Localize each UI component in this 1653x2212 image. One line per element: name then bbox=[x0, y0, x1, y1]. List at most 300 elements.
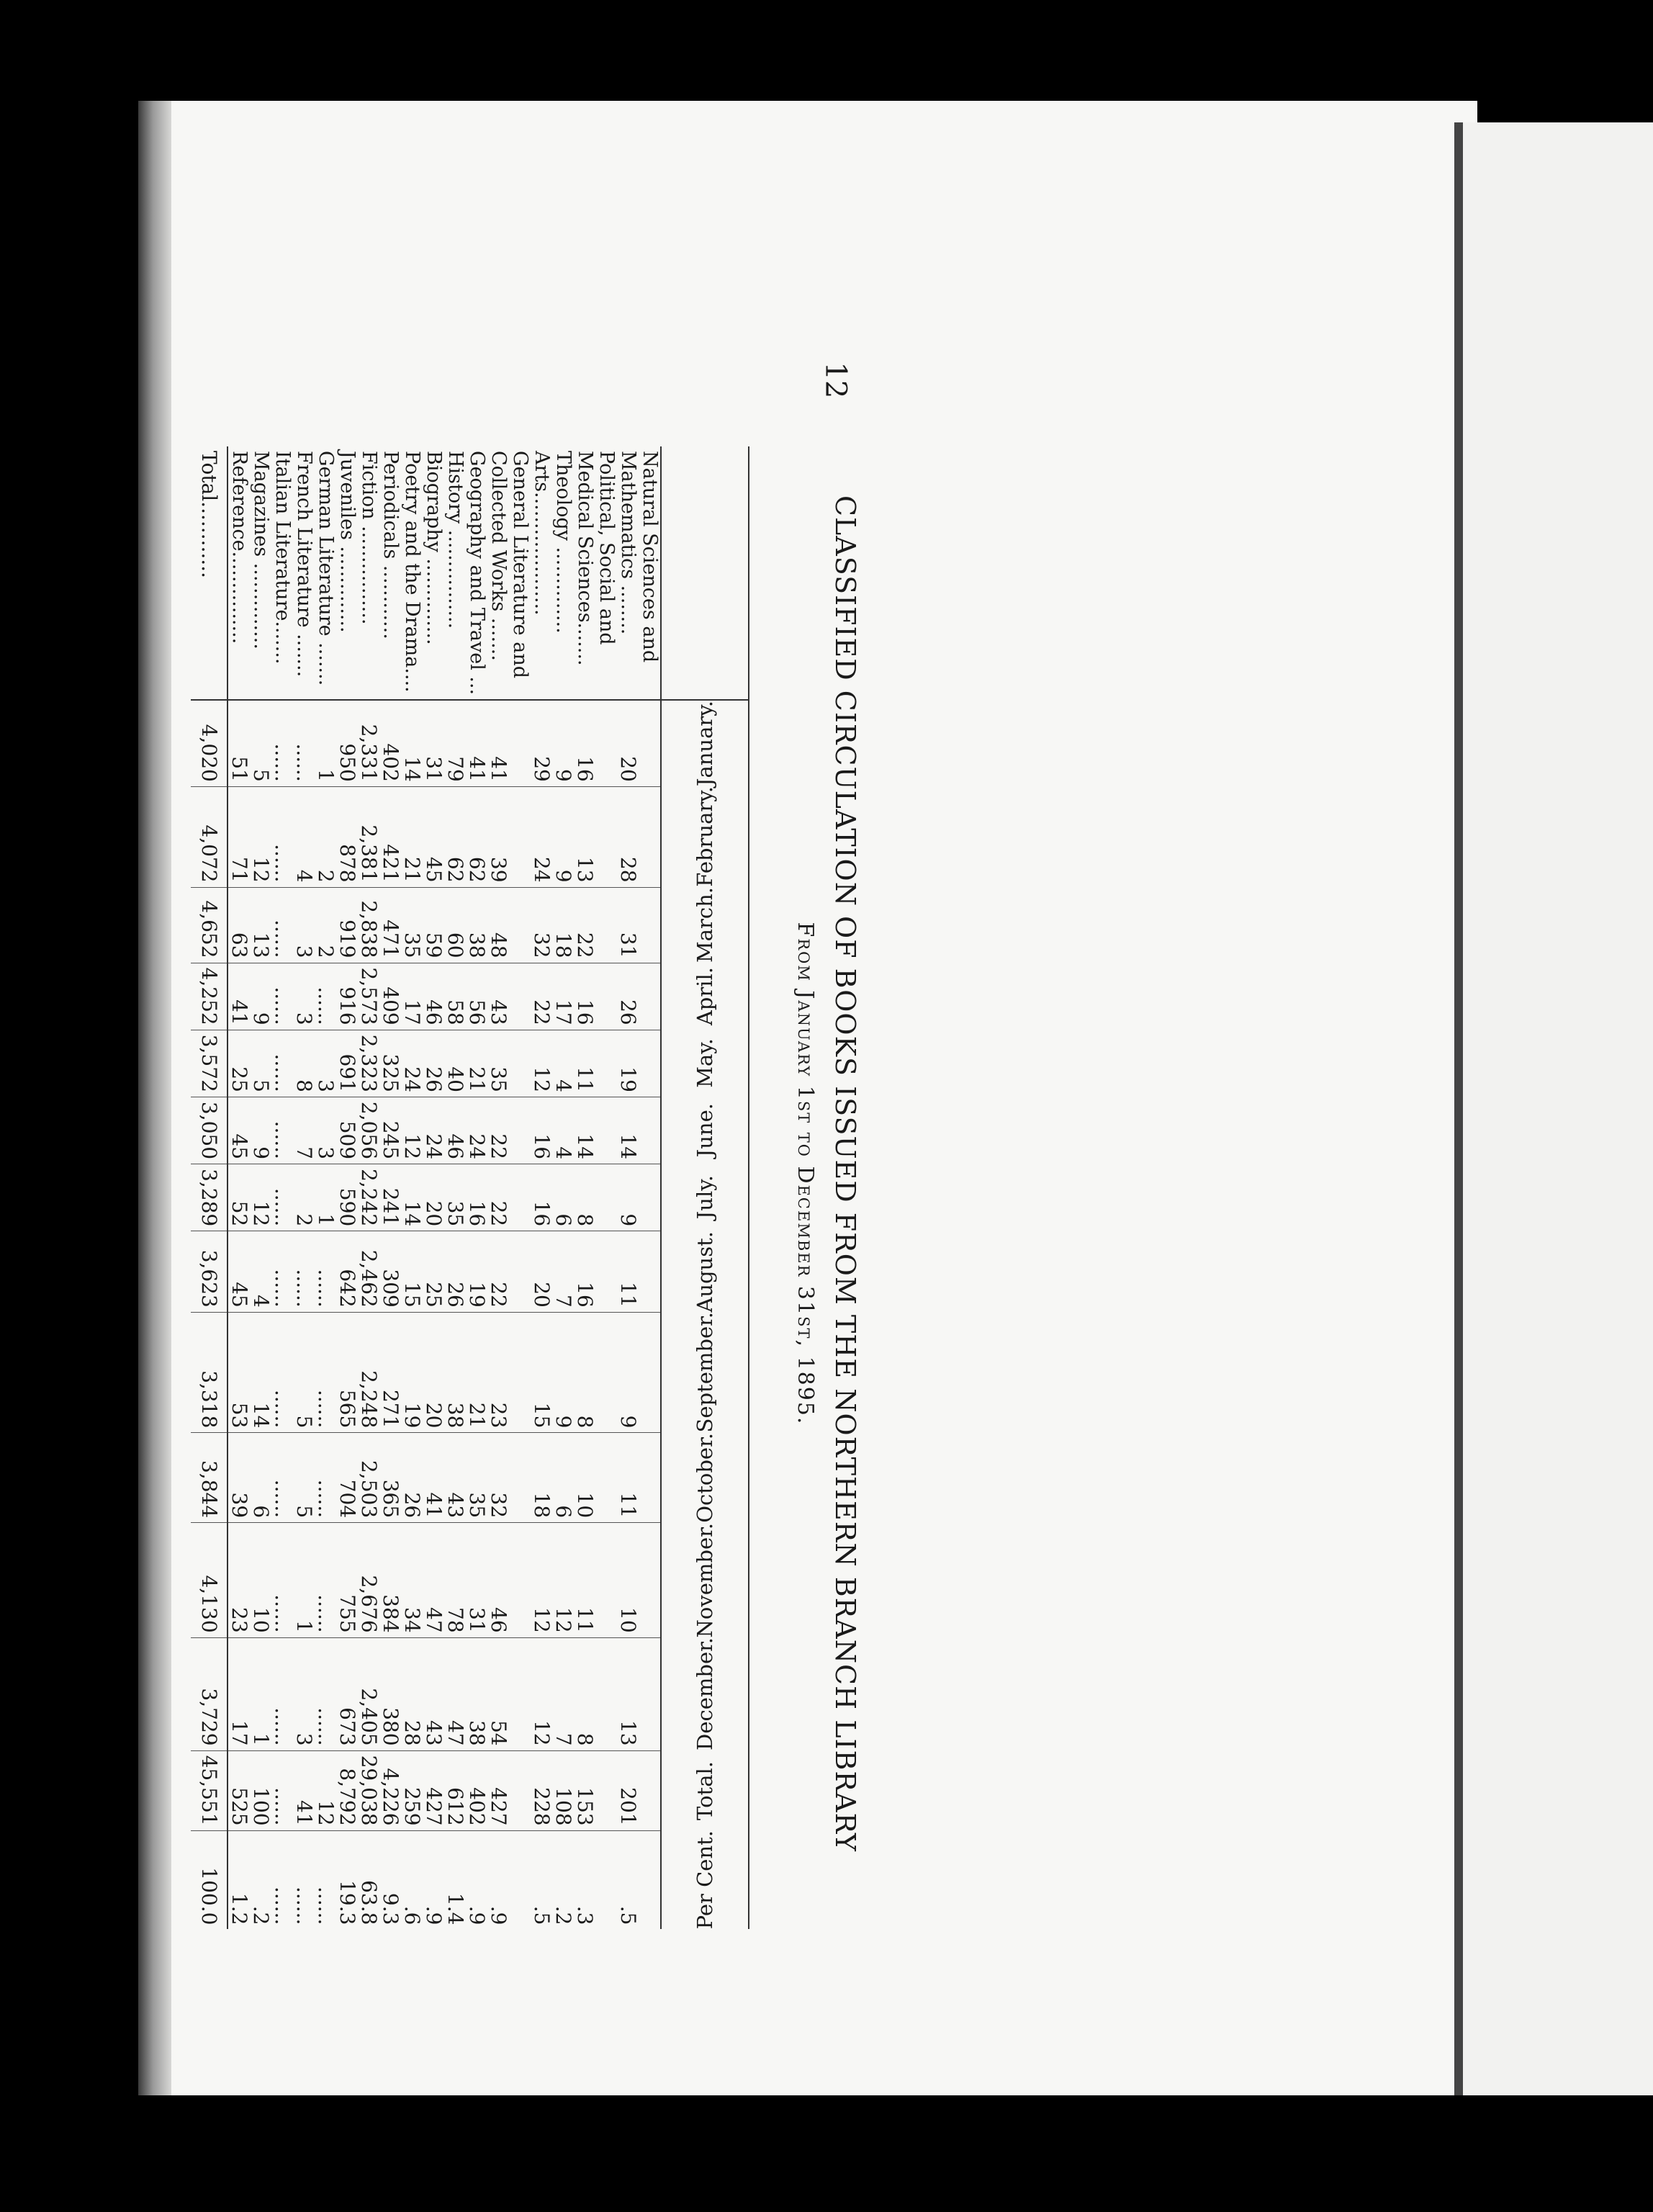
column-header-label: March. bbox=[693, 887, 717, 963]
table-cell: 9 bbox=[617, 1164, 639, 1231]
table-cell: 22 bbox=[574, 887, 595, 963]
table-cell: 26 bbox=[617, 963, 639, 1030]
table-cell: 7 bbox=[552, 1637, 574, 1750]
table-cell: .9 bbox=[422, 1905, 446, 1925]
table-cell: 2,323 bbox=[358, 1030, 379, 1097]
column-header bbox=[661, 1750, 749, 1830]
table-cell: ...... bbox=[271, 1887, 294, 1925]
table-cell: 79 bbox=[444, 700, 466, 786]
table-cell: 62 bbox=[466, 786, 487, 887]
table-cell: 12 bbox=[531, 1637, 552, 1750]
table-cell: 100.0 bbox=[191, 1830, 228, 1929]
table-cell: 12 bbox=[531, 1030, 552, 1097]
table-cell: 3 bbox=[293, 1637, 315, 1750]
table-cell: 201 bbox=[617, 1750, 639, 1830]
table-cell: 8,792 bbox=[336, 1750, 358, 1830]
table-cell: 29 bbox=[531, 700, 552, 786]
table-cell: .9 bbox=[465, 1905, 489, 1925]
table-cell: 35 bbox=[487, 1030, 509, 1097]
table-cell bbox=[595, 1097, 617, 1164]
table-cell: 45 bbox=[228, 1231, 250, 1313]
table-cell: 32 bbox=[531, 887, 552, 963]
table-cell: 47 bbox=[423, 1523, 444, 1638]
table-cell: 46 bbox=[444, 1097, 466, 1164]
row-label: Political, Social and bbox=[595, 446, 617, 700]
table-cell: 24 bbox=[401, 1030, 423, 1097]
table-cell: 31 bbox=[466, 1523, 487, 1638]
table-cell: 2,838 bbox=[358, 887, 379, 963]
table-row bbox=[531, 446, 552, 1929]
table-cell: 4,130 bbox=[191, 1523, 228, 1638]
table-cell: 9 bbox=[617, 1312, 639, 1433]
table-cell: ...... bbox=[315, 1523, 336, 1638]
table-cell: 509 bbox=[336, 1097, 358, 1164]
table-cell: 23 bbox=[487, 1312, 509, 1433]
table-cell bbox=[595, 700, 617, 786]
table-cell: 228 bbox=[531, 1750, 552, 1830]
table-cell: 26 bbox=[423, 1030, 444, 1097]
table-cell: 11 bbox=[617, 1433, 639, 1523]
table-cell: 47 bbox=[444, 1637, 466, 1750]
table-cell: 380 bbox=[379, 1637, 401, 1750]
table-cell: 38 bbox=[466, 887, 487, 963]
table-cell: 35 bbox=[401, 887, 423, 963]
table-cell: 24 bbox=[466, 1097, 487, 1164]
table-body bbox=[191, 446, 661, 1929]
table-cell bbox=[509, 1231, 531, 1313]
total-row bbox=[191, 446, 228, 1929]
table-cell: 5 bbox=[293, 1433, 315, 1523]
table-cell: 48 bbox=[487, 887, 509, 963]
table-cell: 60 bbox=[444, 887, 466, 963]
table-cell: 100 bbox=[250, 1750, 271, 1830]
table-cell: ...... bbox=[271, 1030, 293, 1097]
table-cell: 9 bbox=[552, 1312, 574, 1433]
table-cell: 245 bbox=[379, 1097, 401, 1164]
table-cell: 21 bbox=[466, 1312, 487, 1433]
table-cell: ...... bbox=[271, 1637, 293, 1750]
table-cell: 2 bbox=[315, 887, 336, 963]
table-row bbox=[574, 446, 595, 1929]
table-cell bbox=[509, 1312, 531, 1433]
table-cell: 12 bbox=[401, 1097, 423, 1164]
table-cell: 12 bbox=[250, 786, 271, 887]
table-cell: 16 bbox=[574, 1231, 595, 1313]
table-cell: 309 bbox=[379, 1231, 401, 1313]
table-cell bbox=[595, 1312, 617, 1433]
table-cell: 31 bbox=[423, 700, 444, 786]
table-cell: 3 bbox=[315, 1097, 336, 1164]
table-cell: 950 bbox=[336, 700, 358, 786]
table-cell: 39 bbox=[487, 786, 509, 887]
table-cell bbox=[639, 1433, 661, 1523]
table-cell: 11 bbox=[574, 1523, 595, 1638]
table-cell: 421 bbox=[379, 786, 401, 887]
table-cell: 2,056 bbox=[358, 1097, 379, 1164]
table-row bbox=[315, 446, 336, 1929]
table-cell: 565 bbox=[336, 1312, 358, 1433]
table-cell: 56 bbox=[466, 963, 487, 1030]
table-cell bbox=[595, 887, 617, 963]
table-cell: 32 bbox=[487, 1433, 509, 1523]
table-subtitle: From January 1st to December 31st, 1895. bbox=[793, 922, 818, 1426]
table-cell: 2,381 bbox=[358, 786, 379, 887]
table-cell: ...... bbox=[271, 963, 293, 1030]
table-cell: 13 bbox=[250, 887, 271, 963]
table-cell: 40 bbox=[444, 1030, 466, 1097]
table-row bbox=[250, 446, 271, 1929]
table-cell bbox=[509, 887, 531, 963]
table-cell: ...... bbox=[271, 786, 293, 887]
table-cell: 259 bbox=[401, 1750, 423, 1830]
table-cell: 20 bbox=[423, 1164, 444, 1231]
table-cell: ...... bbox=[271, 700, 293, 786]
table-cell: 16 bbox=[466, 1164, 487, 1231]
column-header bbox=[661, 963, 749, 1030]
table-cell: 41 bbox=[423, 1433, 444, 1523]
table-cell: 12 bbox=[531, 1523, 552, 1638]
table-cell: 28 bbox=[401, 1637, 423, 1750]
table-cell bbox=[595, 1030, 617, 1097]
table-cell: 241 bbox=[379, 1164, 401, 1231]
table-cell bbox=[639, 1097, 661, 1164]
table-cell: 6 bbox=[552, 1164, 574, 1231]
column-header-label: November. bbox=[693, 1522, 717, 1638]
table-cell: .3 bbox=[573, 1905, 597, 1925]
facing-page bbox=[1463, 122, 1653, 2095]
table-cell: .2 bbox=[551, 1905, 575, 1925]
table-cell: 41 bbox=[228, 963, 250, 1030]
table-cell bbox=[509, 1830, 531, 1929]
table-cell: 1.4 bbox=[443, 1892, 467, 1925]
table-cell: 1 bbox=[293, 1523, 315, 1638]
table-cell: 1 bbox=[315, 700, 336, 786]
table-cell: 45 bbox=[228, 1097, 250, 1164]
row-label: Medical Sciences....... bbox=[574, 446, 595, 700]
table-cell: 45,551 bbox=[191, 1750, 228, 1830]
table-cell: 7 bbox=[293, 1097, 315, 1164]
table-cell bbox=[595, 1830, 617, 1929]
table-row bbox=[271, 446, 293, 1929]
facing-page-edge bbox=[1454, 122, 1463, 2095]
table-cell: 673 bbox=[336, 1637, 358, 1750]
table-cell: 9 bbox=[250, 1097, 271, 1164]
table-row bbox=[509, 446, 531, 1929]
table-cell: 2,503 bbox=[358, 1433, 379, 1523]
table-cell: 4,226 bbox=[379, 1750, 401, 1830]
table-cell: 43 bbox=[444, 1433, 466, 1523]
table-cell: 19 bbox=[401, 1312, 423, 1433]
row-label: Total............ bbox=[191, 446, 228, 700]
table-cell: 525 bbox=[228, 1750, 250, 1830]
row-label: Biography .............. bbox=[423, 446, 444, 700]
table-cell: 878 bbox=[336, 786, 358, 887]
table-cell: 9 bbox=[552, 786, 574, 887]
table-cell bbox=[509, 1433, 531, 1523]
table-cell bbox=[595, 1637, 617, 1750]
table-cell bbox=[509, 1637, 531, 1750]
table-cell: 35 bbox=[444, 1164, 466, 1231]
column-header-label: October. bbox=[693, 1432, 717, 1523]
row-label: History ................ bbox=[444, 446, 466, 700]
table-cell: 20 bbox=[617, 700, 639, 786]
table-cell: 12 bbox=[552, 1523, 574, 1638]
table-cell: 10 bbox=[617, 1523, 639, 1638]
table-cell: 20 bbox=[531, 1231, 552, 1313]
table-cell: ...... bbox=[271, 1231, 293, 1313]
table-cell: ...... bbox=[271, 887, 293, 963]
table-cell: 41 bbox=[293, 1750, 315, 1830]
table-cell: 2 bbox=[315, 786, 336, 887]
table-cell: 427 bbox=[487, 1750, 509, 1830]
column-header bbox=[661, 1097, 749, 1164]
column-header-label: December. bbox=[693, 1637, 717, 1751]
table-cell: 384 bbox=[379, 1523, 401, 1638]
table-row bbox=[617, 446, 639, 1929]
table-cell bbox=[595, 1750, 617, 1830]
table-cell: 17 bbox=[401, 963, 423, 1030]
table-cell: 402 bbox=[466, 1750, 487, 1830]
table-cell: 14 bbox=[401, 700, 423, 786]
column-header bbox=[661, 1830, 749, 1929]
table-cell: 11 bbox=[617, 1231, 639, 1313]
table-cell: 39 bbox=[228, 1433, 250, 1523]
table-cell: 20 bbox=[423, 1312, 444, 1433]
table-cell bbox=[509, 1030, 531, 1097]
table-cell: 325 bbox=[379, 1030, 401, 1097]
table-cell: 17 bbox=[228, 1637, 250, 1750]
row-label: Fiction ................ bbox=[358, 446, 379, 700]
table-cell bbox=[639, 1312, 661, 1433]
table-cell bbox=[639, 1030, 661, 1097]
column-header-label: Total. bbox=[693, 1761, 717, 1820]
table-cell: 4,652 bbox=[191, 887, 228, 963]
table-cell: 51 bbox=[228, 700, 250, 786]
header-row bbox=[661, 446, 749, 1929]
column-header bbox=[661, 887, 749, 963]
table-cell: 153 bbox=[574, 1750, 595, 1830]
table-cell: 590 bbox=[336, 1164, 358, 1231]
table-cell: 31 bbox=[617, 887, 639, 963]
column-header bbox=[661, 1164, 749, 1231]
table-cell: 13 bbox=[617, 1637, 639, 1750]
table-cell: 3 bbox=[293, 963, 315, 1030]
table-cell: 365 bbox=[379, 1433, 401, 1523]
row-label: French Literature ....... bbox=[293, 446, 315, 700]
table-cell: 46 bbox=[487, 1523, 509, 1638]
table-cell: 24 bbox=[423, 1097, 444, 1164]
table-cell: ...... bbox=[293, 1231, 315, 1313]
table-cell: .5 bbox=[616, 1905, 640, 1925]
table-cell bbox=[639, 1231, 661, 1313]
table-cell: 71 bbox=[228, 786, 250, 887]
table-cell: ...... bbox=[271, 1097, 293, 1164]
table-cell: 755 bbox=[336, 1523, 358, 1638]
table-cell: 8 bbox=[574, 1312, 595, 1433]
table-cell: 6 bbox=[552, 1433, 574, 1523]
table-cell: 14 bbox=[250, 1312, 271, 1433]
table-cell: 2,573 bbox=[358, 963, 379, 1030]
column-header-label: April. bbox=[693, 967, 717, 1026]
table-cell: 22 bbox=[487, 1097, 509, 1164]
table-cell: 3,318 bbox=[191, 1312, 228, 1433]
table-cell: ...... bbox=[271, 1312, 293, 1433]
table-cell: 22 bbox=[487, 1231, 509, 1313]
table-cell: 12 bbox=[250, 1164, 271, 1231]
table-cell bbox=[509, 1750, 531, 1830]
table-cell bbox=[509, 1097, 531, 1164]
table-cell: 23 bbox=[228, 1523, 250, 1638]
column-header bbox=[661, 700, 749, 786]
table-cell: 471 bbox=[379, 887, 401, 963]
table-cell: ...... bbox=[271, 1750, 293, 1830]
table-cell: 3,729 bbox=[191, 1637, 228, 1750]
table-cell: 612 bbox=[444, 1750, 466, 1830]
table-cell: 4 bbox=[552, 1097, 574, 1164]
column-header-label: Per Cent. bbox=[693, 1830, 717, 1930]
table-cell: 19 bbox=[466, 1231, 487, 1313]
table-cell: 14 bbox=[401, 1164, 423, 1231]
table-cell: 8 bbox=[293, 1030, 315, 1097]
row-label: General Literature and bbox=[509, 446, 531, 700]
table-cell: 2,676 bbox=[358, 1523, 379, 1638]
table-cell: 41 bbox=[487, 700, 509, 786]
table-cell: 6 bbox=[250, 1433, 271, 1523]
table-cell bbox=[509, 1164, 531, 1231]
table-cell: .2 bbox=[249, 1905, 273, 1925]
column-header bbox=[661, 1030, 749, 1097]
row-label: Poetry and the Drama.... bbox=[401, 446, 423, 700]
table-cell: ...... bbox=[314, 1887, 338, 1925]
table-cell: 18 bbox=[531, 1433, 552, 1523]
column-header-label: September. bbox=[693, 1312, 717, 1433]
table-cell: .9 bbox=[487, 1905, 510, 1925]
table-cell: 19.3 bbox=[335, 1880, 359, 1925]
table-cell: 2,331 bbox=[358, 700, 379, 786]
table-row bbox=[423, 446, 444, 1929]
table-row bbox=[487, 446, 509, 1929]
row-label: Juveniles .............. bbox=[336, 446, 358, 700]
table-cell: 53 bbox=[228, 1312, 250, 1433]
table-cell: 8 bbox=[574, 1637, 595, 1750]
row-label: Collected Works ....... bbox=[487, 446, 509, 700]
table-cell bbox=[639, 1750, 661, 1830]
table-cell: 3,050 bbox=[191, 1097, 228, 1164]
table-cell: 704 bbox=[336, 1433, 358, 1523]
table-cell bbox=[639, 786, 661, 887]
table-cell: 1.2 bbox=[228, 1892, 251, 1925]
table-cell: 54 bbox=[487, 1637, 509, 1750]
table-cell: 16 bbox=[531, 1164, 552, 1231]
table-cell bbox=[595, 963, 617, 1030]
table-cell: 16 bbox=[574, 963, 595, 1030]
table-cell: 4,020 bbox=[191, 700, 228, 786]
table-cell: 3,623 bbox=[191, 1231, 228, 1313]
table-cell: ...... bbox=[315, 1433, 336, 1523]
column-header bbox=[661, 1433, 749, 1523]
table-row bbox=[228, 446, 250, 1929]
table-cell: 271 bbox=[379, 1312, 401, 1433]
table-cell: 3,289 bbox=[191, 1164, 228, 1231]
table-cell: 2,248 bbox=[358, 1312, 379, 1433]
table-cell bbox=[639, 887, 661, 963]
table-cell: 62 bbox=[444, 786, 466, 887]
table-cell: .6 bbox=[400, 1905, 424, 1925]
table-cell: 4,252 bbox=[191, 963, 228, 1030]
column-header-label: July. bbox=[693, 1175, 717, 1220]
table-cell: 78 bbox=[444, 1523, 466, 1638]
table-cell: 38 bbox=[466, 1637, 487, 1750]
table-cell: 402 bbox=[379, 700, 401, 786]
table-cell: 11 bbox=[574, 1030, 595, 1097]
table-cell bbox=[595, 1164, 617, 1231]
row-label: Magazines .............. bbox=[250, 446, 271, 700]
column-header bbox=[661, 1231, 749, 1313]
table-cell bbox=[509, 963, 531, 1030]
table-cell: 45 bbox=[423, 786, 444, 887]
row-label: Italian Literature....... bbox=[271, 446, 293, 700]
table-cell: ...... bbox=[271, 1433, 293, 1523]
table-cell: ...... bbox=[292, 1887, 316, 1925]
row-label: Reference............... bbox=[228, 446, 250, 700]
table-cell: 35 bbox=[466, 1433, 487, 1523]
table-cell: 17 bbox=[552, 963, 574, 1030]
table-cell: 16 bbox=[531, 1097, 552, 1164]
table-cell bbox=[595, 1231, 617, 1313]
table-cell: 9 bbox=[552, 700, 574, 786]
circulation-table bbox=[191, 446, 749, 1929]
table-cell: 7 bbox=[552, 1231, 574, 1313]
table-cell: 12 bbox=[315, 1750, 336, 1830]
table-cell: 5 bbox=[293, 1312, 315, 1433]
table-cell: 58 bbox=[444, 963, 466, 1030]
table-cell bbox=[639, 1830, 661, 1929]
table-cell: 28 bbox=[617, 786, 639, 887]
table-title: CLASSIFIED CIRCULATION OF BOOKS ISSUED FROM THE NORTHERN BRANCH LIBRARY bbox=[829, 495, 861, 1852]
table-cell: 25 bbox=[228, 1030, 250, 1097]
table-row bbox=[552, 446, 574, 1929]
table-cell: 4 bbox=[552, 1030, 574, 1097]
table-cell: 9.3 bbox=[379, 1892, 402, 1925]
table-row bbox=[466, 446, 487, 1929]
table-cell bbox=[639, 1523, 661, 1638]
table-cell: 63 bbox=[228, 887, 250, 963]
table-cell: 3,844 bbox=[191, 1433, 228, 1523]
table-cell: 21 bbox=[401, 786, 423, 887]
table-cell: 10 bbox=[574, 1433, 595, 1523]
table-row bbox=[595, 446, 617, 1929]
column-header-label: June. bbox=[693, 1103, 717, 1158]
table-cell: 2,242 bbox=[358, 1164, 379, 1231]
table-cell: ...... bbox=[271, 1164, 293, 1231]
table-cell: 41 bbox=[466, 700, 487, 786]
table-cell bbox=[509, 1523, 531, 1638]
table-cell: 3 bbox=[315, 1030, 336, 1097]
table-row bbox=[444, 446, 466, 1929]
table-cell bbox=[595, 1523, 617, 1638]
table-cell: 22 bbox=[487, 1164, 509, 1231]
table-cell: 34 bbox=[401, 1523, 423, 1638]
table-cell: 4,072 bbox=[191, 786, 228, 887]
table-cell: 38 bbox=[444, 1312, 466, 1433]
row-label: Geography and Travel ... bbox=[466, 446, 487, 700]
table-cell: 16 bbox=[574, 700, 595, 786]
table-cell bbox=[595, 1433, 617, 1523]
table-row bbox=[336, 446, 358, 1929]
table-cell: 63.8 bbox=[357, 1880, 381, 1925]
table-cell: 26 bbox=[401, 1433, 423, 1523]
column-header bbox=[661, 1637, 749, 1750]
